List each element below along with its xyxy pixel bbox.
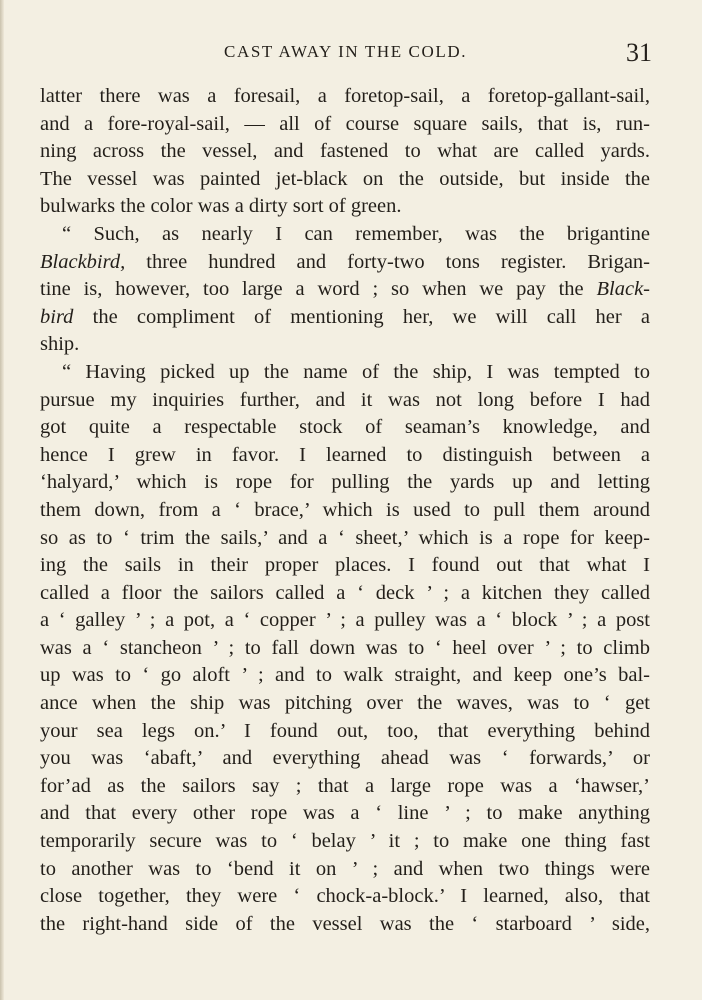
text-line: hence I grew in favor. I learned to distinguish between a [40, 443, 650, 466]
text-line: ing the sails in their proper places. I found out that what I [40, 554, 650, 577]
text-line: got quite a respectable stock of seaman’s knowledge, and [40, 416, 650, 439]
ship-name-italic: bird [40, 305, 74, 328]
text-line: The vessel was painted jet-black on the outside, but inside the [40, 167, 650, 190]
page-spine-edge [0, 0, 4, 1000]
text-line: ning across the vessel, and fastened to what are called yards. [40, 140, 650, 163]
text-line: latter there was a foresail, a foretop-sail, a foretop-gallant-sail, [40, 85, 650, 107]
text-line: “ Such, as nearly I can remember, was the brigantine [62, 222, 650, 245]
text-line: close together, they were ‘ chock-a-block.’ I learned, also, that [40, 885, 650, 908]
text-segment: tine is, however, too large a word ; so when we pay the [40, 278, 597, 301]
running-title: CAST AWAY IN THE COLD. [224, 42, 468, 61]
text-line: the right-hand side of the vessel was the ‘ starboard ’ side, [40, 912, 650, 935]
text-line: to another was to ‘bend it on ’ ; and when two things were [40, 857, 650, 880]
text-line: “ Having picked up the name of the ship, I was tempted to [62, 360, 650, 383]
text-line: a ‘ galley ’ ; a pot, a ‘ copper ’ ; a pulley was a ‘ block ’ ; a post [40, 609, 650, 632]
ship-name-italic: Blackbird, [40, 250, 126, 273]
text-line: was a ‘ stancheon ’ ; to fall down was to ‘ heel over ’ ; to climb [40, 636, 650, 659]
text-line: you was ‘abaft,’ and everything ahead was ‘ forwards,’ or [40, 747, 650, 770]
text-segment: three hundred and forty-two tons register. Brigan- [125, 250, 650, 273]
text-line: them down, from a ‘ brace,’ which is used to pull them around [40, 498, 650, 521]
text-line: for’ad as the sailors say ; that a large rope was a ‘hawser,’ [40, 774, 650, 797]
text-line: ship. [40, 333, 80, 356]
text-line: called a floor the sailors called a ‘ deck ’ ; a kitchen they called [40, 581, 650, 604]
text-line: ance when the ship was pitching over the waves, was to ‘ get [40, 692, 650, 715]
text-line: temporarily secure was to ‘ belay ’ it ; to make one thing fast [40, 830, 650, 853]
ship-name-italic: Black- [596, 278, 650, 301]
text-line: and that every other rope was a ‘ line ’ ; to make anything [40, 802, 650, 825]
body-text [40, 83, 650, 938]
running-header [0, 38, 702, 68]
text-line: pursue my inquiries further, and it was not long before I had [40, 388, 650, 411]
text-line: your sea legs on.’ I found out, too, that everything behind [40, 719, 650, 742]
text-line: bulwarks the color was a dirty sort of green. [40, 195, 402, 218]
text-line: so as to ‘ trim the sails,’ and a ‘ sheet,’ which is a rope for keep- [40, 526, 650, 549]
page-number: 31 [626, 38, 652, 67]
text-line [40, 276, 650, 304]
text-line [40, 249, 650, 277]
text-line: ‘halyard,’ which is rope for pulling the yards up and letting [40, 471, 650, 494]
text-line: up was to ‘ go aloft ’ ; and to walk straight, and keep one’s bal- [40, 664, 650, 687]
text-segment: the compliment of mentioning her, we will call her a [73, 305, 650, 328]
text-line [40, 304, 650, 332]
text-line: and a fore-royal-sail, — all of course square sails, that is, run- [40, 112, 650, 135]
